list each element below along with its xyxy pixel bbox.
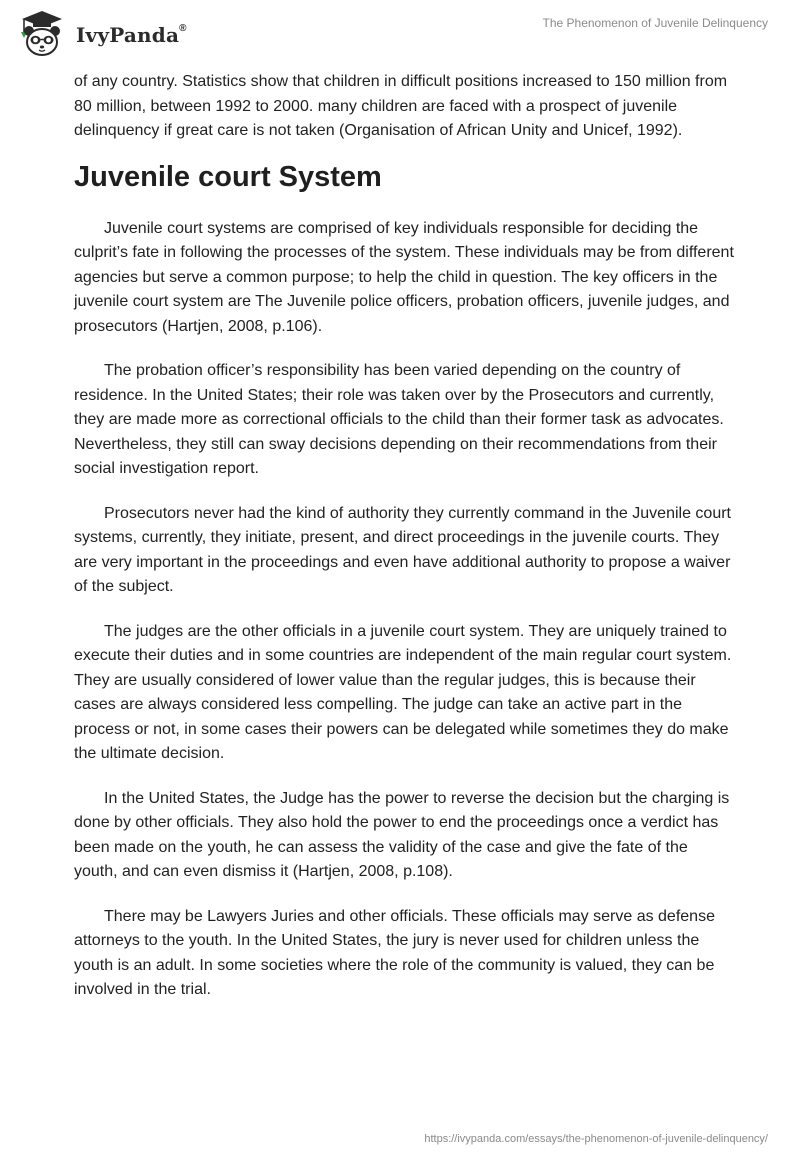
section-heading: Juvenile court System: [74, 160, 382, 193]
panda-mascot-icon: [14, 6, 70, 62]
source-url-link[interactable]: https://ivypanda.com/essays/the-phenomenon-of-juvenile-delinquency/: [424, 1133, 768, 1145]
paragraph: There may be Lawyers Juries and other officials. These officials may serve as defense attorneys to the youth. In the United States, the jury is never used for children unless the youth is an adult. In some societies where the role of the community is valued, they can be involved in the trial.: [74, 907, 715, 998]
page-header: [0, 0, 800, 70]
ivypanda-logo[interactable]: [14, 6, 204, 62]
document-title: The Phenomenon of Juvenile Delinquency: [542, 16, 768, 30]
paragraph: The probation officer’s responsibility has been varied depending on the country of residence. In the United States; their role was taken over by the Prosecutors and currently, they are made more as correctional officials to the child than their former task as advocates. Nevertheless, they still can sway decisions depending on their recommendations from their social investigation report.: [74, 362, 724, 477]
brand-name: IvyPanda®: [76, 23, 187, 47]
paragraph: Prosecutors never had the kind of authority they currently command in the Juvenile court systems, currently, they initiate, present, and direct proceedings in the juvenile courts. They are very important in the proceedings and even have additional authority to propose a waiver of the subject.: [74, 504, 731, 595]
intro-paragraph: of any country. Statistics show that children in difficult positions increased to 150 million from 80 million, between 1992 to 2000. many children are faced with a prospect of juvenile delinquency if great care is not taken (Organisation of African Unity and Unicef, 1992).: [74, 73, 728, 139]
paragraph: The judges are the other officials in a juvenile court system. They are uniquely trained to execute their duties and in some countries are independent of the main regular court system. They are usually considered of lower value than the regular judges, this is because their cases are always considered less compelling. The judge can take an active part in the process or not, in some cases their powers can be delegated while sometimes they do make the ultimate decision.: [74, 622, 732, 762]
paragraph: In the United States, the Judge has the power to reverse the decision but the charging is done by other officials. They also hold the power to end the proceedings once a verdict has been made on the youth, he can assess the validity of the case and give the fate of the youth, and can even dismiss it (Hartjen, 2008, p.108).: [74, 789, 730, 880]
article-body: [74, 70, 734, 1023]
paragraph: Juvenile court systems are comprised of key individuals responsible for deciding the culprit’s fate in following the processes of the system. These individuals may be from different agencies but serve a common purpose; to help the child in question. The key officers in the juvenile court system are The Juvenile police officers, probation officers, juvenile judges, and prosecutors (Hartjen, 2008, p.106).: [74, 219, 734, 335]
registered-mark: ®: [179, 23, 187, 35]
